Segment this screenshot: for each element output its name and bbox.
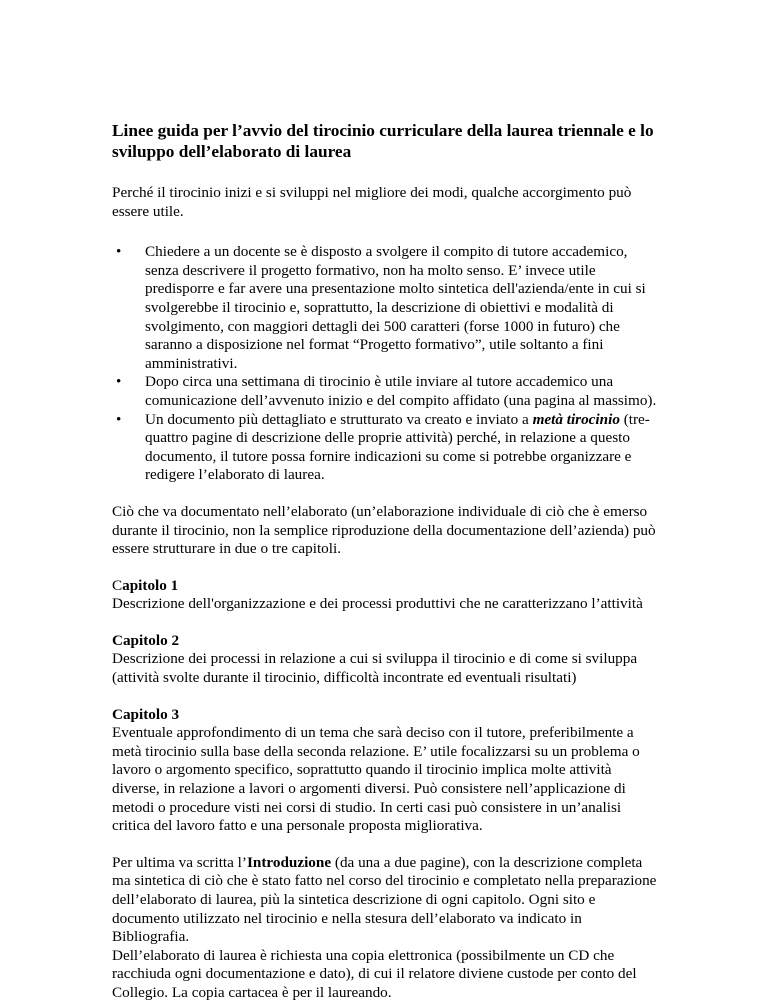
list-item-text-start: Un documento più dettagliato e strutturato va creato e inviato a xyxy=(145,410,533,428)
list-item xyxy=(112,373,657,410)
guidelines-list xyxy=(112,243,657,485)
chapter-3-description: Eventuale approfondimento di un tema che sarà deciso con il tutore, preferibilmente a metà tirocinio sulla base della seconda relazione. E’ utile focalizzarsi su un problema o lavoro o argomento specifico, soprattutto quando il tirocinio implica molte attività diverse, in relazione a lavori o argomenti diversi. Può consistere nell’applicazione di metodi o procedure visti nei corsi di studio. In certi casi può consistere in un’analisi critica del lavoro fatto e una personale proposta migliorativa. xyxy=(112,724,640,835)
chapter-1-title-initial: C xyxy=(112,576,123,594)
bullet-icon: • xyxy=(116,410,122,428)
list-item-text: Chiedere a un docente se è disposto a svolgere il compito di tutore accademico, senza descrivere il progetto formativo, non ha molto senso. E’ invece utile predisporre e far avere una presentazione molto sintetica dell'azienda/ente in cui si svolgerebbe il tirocinio e, soprattutto, la descrizione di obiettivi e modalità di svolgimento, con maggiori dettagli dei 500 caratteri (forse 1000 in futuro) che saranno a disposizione nel format “Progetto formativo”, utile soltanto a fini amministrativi. xyxy=(145,243,646,372)
intro-paragraph: Perché il tirocinio inizi e si sviluppi nel migliore dei modi, qualche accorgimento può essere utile. xyxy=(112,184,632,220)
list-item-text xyxy=(145,411,650,484)
chapter-1-title-rest: apitolo 1 xyxy=(122,576,179,594)
list-item xyxy=(112,411,657,485)
chapter-2-title: Capitolo 2 xyxy=(112,631,180,649)
introduction-paragraph-start: Per ultima va scritta l’ xyxy=(112,853,247,871)
introduction-paragraph-end: (da una a due pagine), con la descrizione completa ma sintetica di ciò che è stato fatto nel corso del tirocinio e completato nella preparazione dell’elaborato di laurea, più la sintetica descrizione di ogni capitolo. Ogni sito e documento utilizzato nel tirocinio e nella stesura dell’elaborato va indicato in Bibliografia. xyxy=(112,853,657,946)
chapter-3-title: Capitolo 3 xyxy=(112,705,180,723)
introduction-paragraph xyxy=(112,854,657,947)
document-page xyxy=(112,120,657,1003)
bullet-icon: • xyxy=(116,373,122,391)
list-item-text-end: (tre-quattro pagine di descrizione delle proprie attività) perché, in relazione a questo documento, il tutore possa fornire indicazioni su come si potrebbe organizzare e redigere l’elaborato di laurea. xyxy=(145,410,650,484)
chapter-2-description: Descrizione dei processi in relazione a cui si sviluppa il tirocinio e di come si sviluppa (attività svolte durante il tirocinio, difficoltà incontrate ed eventuali risultati) xyxy=(112,650,638,687)
chapter-2-section xyxy=(112,632,657,688)
chapter-3-section xyxy=(112,706,657,836)
chapter-1-title xyxy=(112,577,657,596)
list-item-text: Dopo circa una settimana di tirocinio è utile inviare al tutore accademico una comunicazione dell’avvenuto inizio e del compito affidato (una pagina al massimo). xyxy=(145,373,657,409)
bullet-icon: • xyxy=(116,243,122,261)
structure-paragraph: Ciò che va documentato nell’elaborato (un’elaborazione individuale di ciò che è emerso durante il tirocinio, non la semplice riproduzione della documentazione dell’azienda) può essere strutturare in due o tre capitoli. xyxy=(112,502,656,558)
emphasis-meta-tirocinio: metà tirocinio xyxy=(532,410,620,428)
chapter-1-description: Descrizione dell'organizzazione e dei processi produttivi che ne caratterizzano l’attività xyxy=(112,595,643,613)
copy-paragraph: Dell’elaborato di laurea è richiesta una copia elettronica (possibilmente un CD che racchiuda ogni documentazione e dato), di cui il relatore diviene custode per conto del Collegio. La copia cartacea è per il laureando. xyxy=(112,946,637,1001)
chapter-1-section xyxy=(112,577,657,614)
document-title: Linee guida per l’avvio del tirocinio curriculare della laurea triennale e lo sviluppo dell’elaborato di laurea xyxy=(112,121,654,161)
introduzione-bold: Introduzione xyxy=(246,853,332,871)
list-item xyxy=(112,243,657,373)
